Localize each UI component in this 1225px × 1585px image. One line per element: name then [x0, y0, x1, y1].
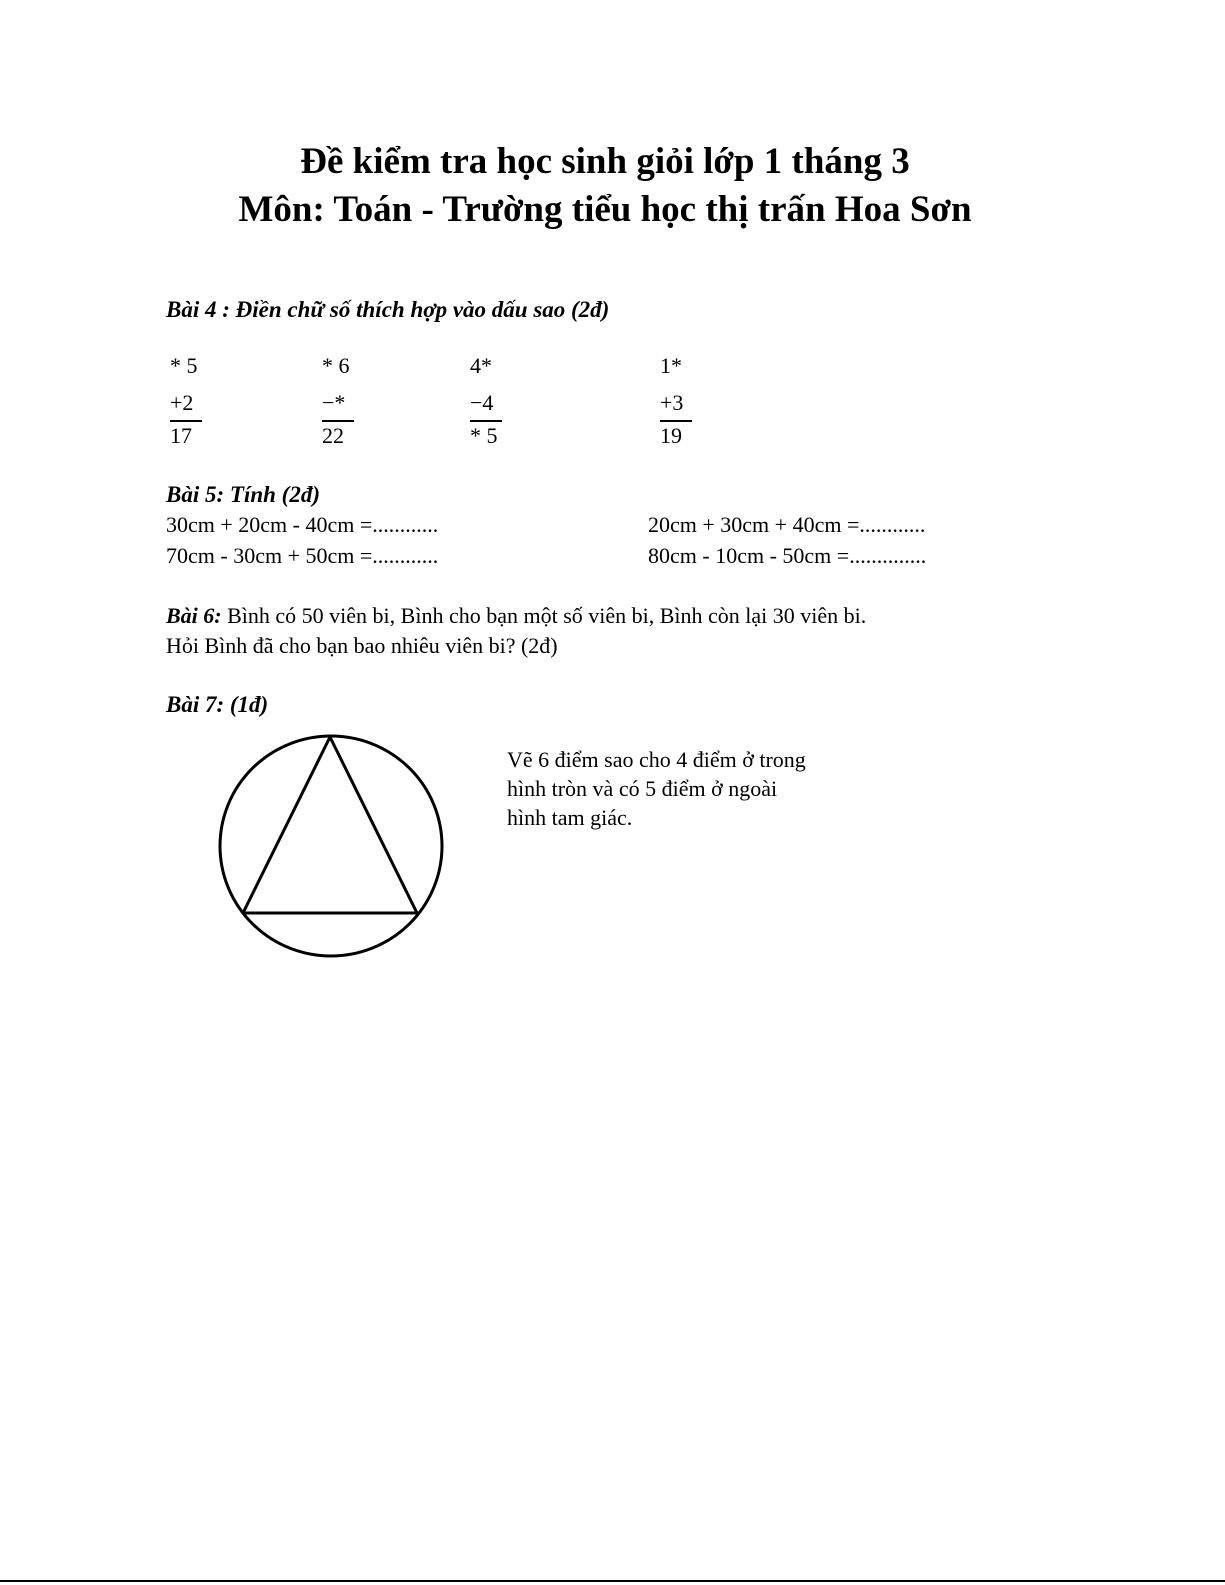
problem-operand: −4: [470, 390, 494, 415]
bai5-expr-2: 20cm + 30cm + 40cm =............: [648, 512, 926, 537]
circle-shape: [220, 736, 442, 956]
problem-operand: +2: [170, 390, 194, 415]
sum-rule: [660, 420, 692, 422]
circle-triangle-figure: [210, 728, 455, 973]
bai4-heading: Bài 4 : Điền chữ số thích hợp vào dấu sao (2đ): [166, 297, 610, 322]
bai6-label: Bài 6:: [166, 603, 222, 628]
bai6-line-1: [166, 603, 866, 629]
bai5-expr-3: 70cm - 30cm + 50cm =............: [166, 543, 439, 568]
problem-top: 1*: [660, 353, 682, 378]
problem-result: 17: [170, 423, 192, 448]
problem-top: 4*: [470, 353, 492, 378]
title-line-1: Đề kiểm tra học sinh giỏi lớp 1 tháng 3: [300, 141, 910, 182]
problem-result: 19: [660, 423, 682, 448]
sum-rule: [170, 420, 202, 422]
bai6-text: Bình có 50 viên bi, Bình cho bạn một số viên bi, Bình còn lại 30 viên bi.: [221, 603, 867, 628]
problem-result: * 5: [470, 423, 498, 448]
title-line-2: Môn: Toán - Trường tiểu học thị trấn Hoa Sơn: [238, 189, 972, 230]
sum-rule: [470, 420, 502, 422]
instruction-line: hình tròn và có 5 điểm ở ngoài: [507, 776, 778, 801]
instruction-line: hình tam giác.: [507, 805, 633, 830]
sum-rule: [322, 420, 354, 422]
page-bottom-border: [0, 1580, 1225, 1582]
bai7-instruction: [507, 745, 877, 832]
problem-operand: +3: [660, 390, 684, 415]
problem-result: 22: [322, 423, 344, 448]
problem-operand: −*: [322, 390, 346, 415]
circle-triangle-svg: [210, 728, 455, 968]
bai5-heading: Bài 5: Tính (2đ): [166, 482, 320, 507]
instruction-line: Vẽ 6 điểm sao cho 4 điểm ở trong: [507, 747, 806, 772]
bai6-line-2: Hỏi Bình đã cho bạn bao nhiêu viên bi? (2đ): [166, 633, 558, 658]
bai5-expr-1: 30cm + 20cm - 40cm =............: [166, 512, 439, 537]
bai7-heading: Bài 7: (1đ): [166, 692, 269, 717]
triangle-shape: [243, 737, 417, 913]
bai5-expr-4: 80cm - 10cm - 50cm =..............: [648, 543, 927, 568]
problem-top: * 6: [322, 353, 350, 378]
problem-top: * 5: [170, 353, 198, 378]
